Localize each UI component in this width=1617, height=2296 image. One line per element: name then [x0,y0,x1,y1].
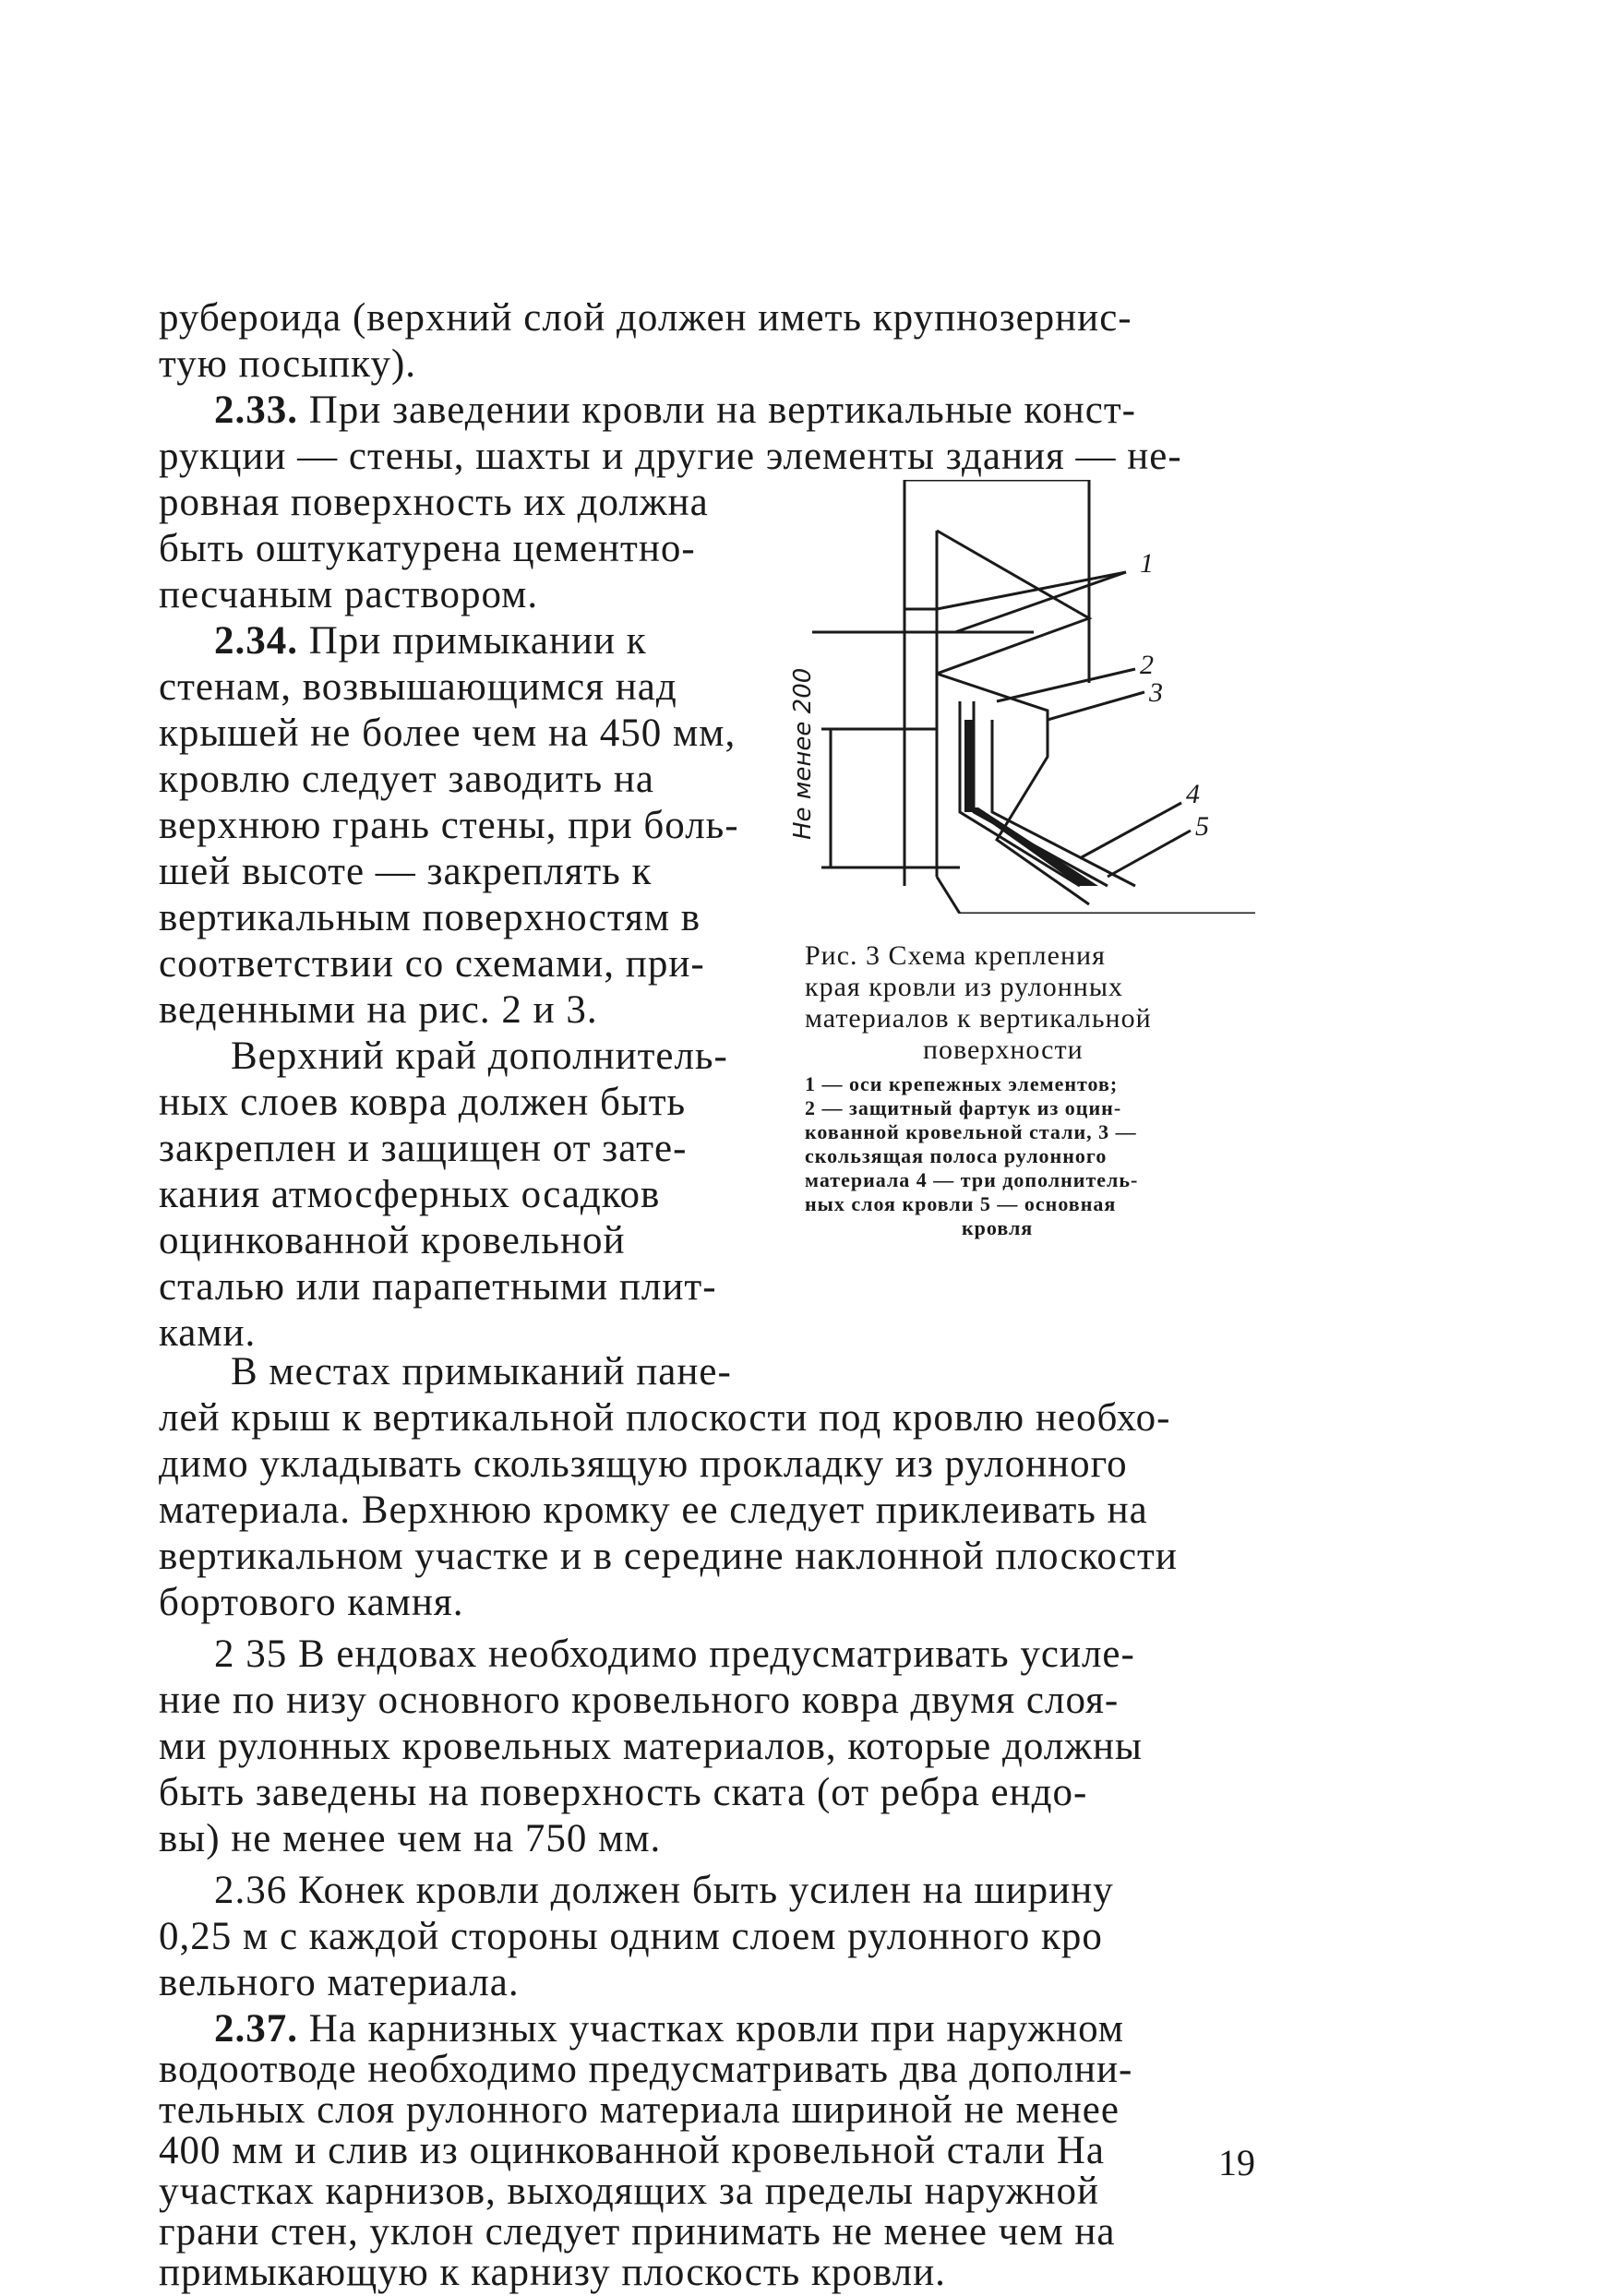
paragraph-number: 2.37. [214,2007,298,2051]
text-line: кания атмосферных осадков [159,1173,661,1216]
text-span: При заведении кровли на вертикальные конст- [298,389,1136,432]
text-line: ками. [159,1311,257,1355]
callout-4: 4 [1186,779,1200,809]
paragraph-2-35-first-line [214,1632,1135,1678]
text-span: В ендовах необходимо предусматривать усиле- [287,1632,1135,1676]
text-line: тельных слоя рулонного материала шириной не менее [159,2088,1120,2132]
callout-2: 2 [1140,650,1154,680]
figure-legend-line: 1 — оси крепежных элементов; [805,1072,1119,1095]
text-line: кровлю следует заводить на [159,758,654,801]
paragraph-number: 2.36 [214,1869,288,1912]
figure-caption-line: поверхности [923,1034,1084,1065]
text-line: грани стен, уклон следует принимать не менее чем на [159,2210,1116,2254]
leader-line-4 [1080,803,1181,858]
text-line: рубероида (верхний слой должен иметь крупнозернис- [159,296,1132,340]
text-line: 400 мм и слив из оцинкованной кровельной стали На [159,2129,1105,2172]
text-line: оцинкованной кровельной [159,1219,626,1262]
text-line: Верхний край дополнитель- [231,1034,728,1078]
roof-layer-1 [960,701,1080,886]
text-line: тую посыпку). [159,342,417,386]
figure-caption-line: материалов к вертикальной [805,1003,1152,1034]
paragraph-2-36-first-line [214,1868,1114,1914]
text-line: димо укладывать скользящую прокладку из рулонного [159,1442,1128,1486]
text-line: сталью или парапетными плит- [159,1265,717,1309]
text-line: вы) не менее чем на 750 мм. [159,1817,662,1860]
text-line: В местах примыканий пане- [231,1350,732,1393]
paragraph-number: 2.33. [214,389,298,432]
text-line: водоотводе необходимо предусматривать два дополни- [159,2048,1133,2091]
base-roof-thick [969,807,1098,886]
text-line: ми рулонных кровельных материалов, которые должны [159,1725,1143,1768]
paragraph-2-34-first-line [214,618,647,664]
text-line: материала. Верхнюю кромку ее следует приклеивать на [159,1489,1148,1532]
text-line: закреплен и защищен от зате- [159,1127,688,1170]
text-line: песчаным раствором. [159,573,539,616]
text-line: лей крыш к вертикальной плоскости под кровлю необхо- [159,1396,1171,1440]
text-line: вельного материала. [159,1961,520,2004]
text-span: Конек кровли должен быть усилен на ширину [287,1869,1114,1912]
paragraph-2-37-first-line [214,2006,1124,2052]
leader-line-1a [937,572,1126,609]
text-line: быть оштукатурена цементно- [159,527,696,570]
text-line: крышей не более чем на 450 мм, [159,712,737,755]
parapet-cap [937,531,1089,674]
text-line: рукции — стены, шахты и другие элементы здания — не- [159,435,1182,478]
leader-line-3 [1048,692,1144,720]
figure-legend-line: скользящая полоса рулонного [805,1144,1108,1167]
callout-3: 3 [1149,677,1163,708]
text-line: быть заведены на поверхность ската (от ребра ендо- [159,1771,1088,1814]
figure-legend-line: ных слоя кровли 5 — основная [805,1192,1117,1215]
text-line: верхнюю грань стены, при боль- [159,804,739,847]
dimension-label: Не менее 200 [789,667,817,840]
text-line: шей высоте — закреплять к [159,850,653,893]
text-line: ных слоев ковра должен быть [159,1081,687,1124]
figure-caption-line: края кровли из рулонных [805,972,1123,1002]
figure-legend-line: кованной кровельной стали, 3 — [805,1120,1137,1143]
text-line: веденными на рис. 2 и 3. [159,988,598,1032]
text-line: 0,25 м с каждой стороны одним слоем рулонного кро [159,1915,1103,1958]
text-span: На карнизных участках кровли при наружном [298,2007,1124,2051]
text-line: участках карнизов, выходящих за пределы наружной [159,2170,1100,2213]
callout-1: 1 [1140,548,1154,579]
text-line: примыкающую к карнизу плоскость кровли. [159,2251,946,2294]
text-line: ние по низу основного кровельного ковра двумя слоя- [159,1679,1120,1722]
text-line: вертикальным поверхностям в [159,896,701,939]
figure-legend-line: 2 — защитный фартук из оцин- [805,1096,1122,1119]
callout-5: 5 [1195,811,1209,842]
page-number: 19 [1218,2142,1255,2183]
leader-line-1b [955,572,1126,632]
text-line: стенам, возвышающимся над [159,665,677,709]
paragraph-number: 2 35 [214,1632,288,1676]
text-line: соответствии со схемами, при- [159,942,705,986]
sliding-strip [964,720,974,812]
roof-edge-fastening-diagram [775,480,1292,914]
text-span: При примыкании к [298,619,647,663]
figure-caption-line: Рис. 3 Схема крепления [805,940,1106,971]
figure-legend-line: материала 4 — три дополнитель- [805,1168,1139,1191]
leader-line-2 [997,669,1135,701]
paragraph-number: 2.34. [214,619,298,663]
roof-layer-2 [974,701,1108,886]
base-slab [937,877,1255,914]
text-line: ровная поверхность их должна [159,481,709,524]
figure-legend-line: кровля [962,1216,1034,1239]
text-line: бортового камня. [159,1581,464,1624]
paragraph-2-33-first-line [214,388,1136,434]
text-line: вертикальном участке и в середине наклонной плоскости [159,1535,1178,1578]
